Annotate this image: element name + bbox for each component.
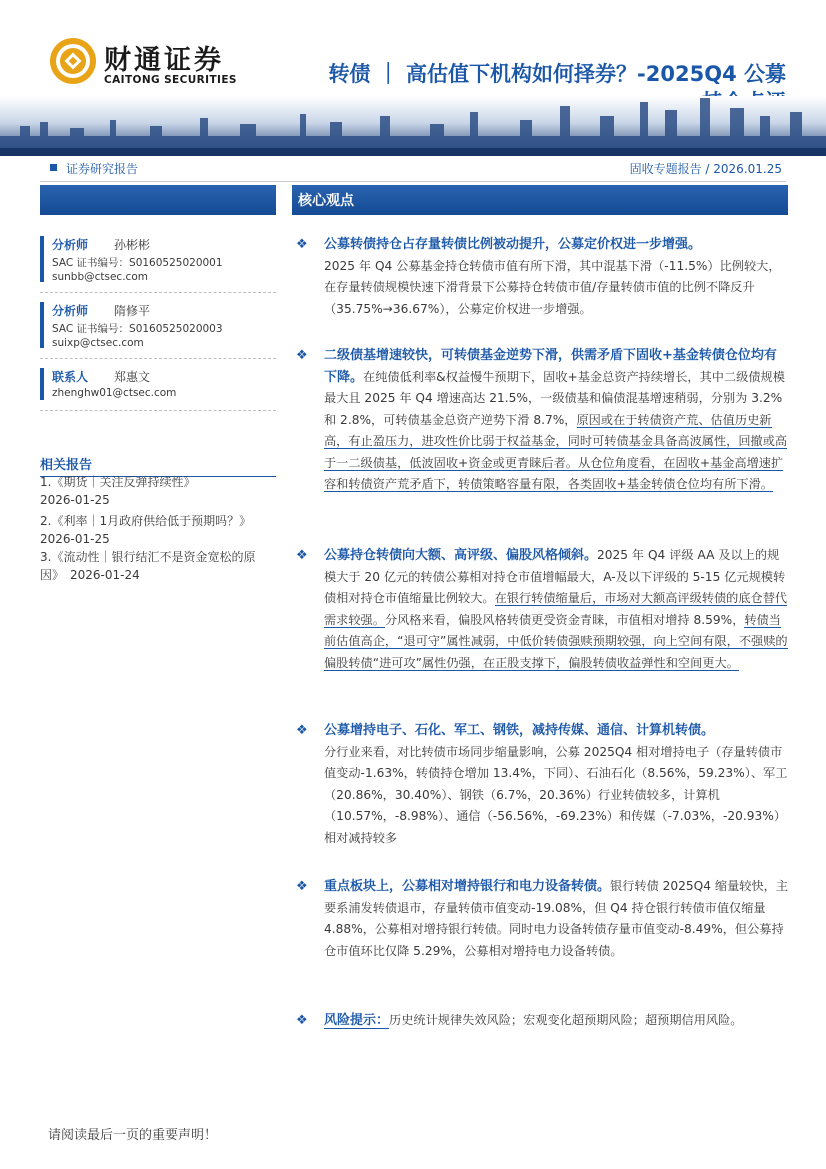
key-point-body: 在纯债低利率&权益慢牛预期下，固收+基金总资产持续增长，其中二级债规模最大且 2025 年 Q4 增速高达 21.5%，一级债基和偏债混基增速稍弱，分别为 3.2%和 2.8%，可转债基金总资产逆势下滑 8.7%， (324, 369, 785, 427)
analyst-role: 分析师 (52, 304, 89, 318)
diamond-bullet-icon: ❖ (296, 237, 308, 252)
analyst-email[interactable]: sunbb@ctsec.com (52, 271, 148, 283)
diamond-bullet-icon: ❖ (296, 879, 308, 894)
report-type: 证券研究报告 (66, 162, 139, 176)
related-report-item[interactable] (40, 512, 276, 548)
related-reports-title: 相关报告 (40, 454, 276, 477)
key-point-text (324, 234, 788, 320)
key-point-body: 2025 年 Q4 评级 AA 及以上的规模大于 20 亿元的转债公募相对持仓市值增幅最大，A-及以下评级的 5-15 亿元规模转债相对持仓市值缩量比例较大。 (324, 548, 786, 605)
key-point-heading: 公募增持电子、石化、军工、钢铁，减持传媒、通信、计算机转债。 (324, 723, 715, 738)
company-logo (48, 36, 248, 92)
analyst-role: 分析师 (52, 238, 89, 252)
key-point-text (324, 1010, 788, 1032)
key-point-text (324, 545, 788, 674)
logo-english-name: CAITONG SECURITIES (104, 74, 237, 86)
analyst-cert: SAC 证书编号：S0160525020003 (52, 323, 223, 335)
divider (40, 358, 276, 359)
related-report-date: 2026-01-25 (40, 532, 110, 546)
key-point-text (324, 720, 788, 849)
square-bullet-icon (50, 164, 57, 171)
related-report-title: 2.《利率｜1月政府供给低于预期吗？》 (40, 514, 252, 528)
key-point-text (324, 876, 788, 962)
core-views-header (292, 185, 788, 215)
related-report-date: 因》 2026-01-24 (40, 568, 140, 582)
divider (40, 292, 276, 293)
risk-heading: 风险提示： (324, 1013, 390, 1028)
report-title-line1: 转债 ｜ 高估值下机构如何择券？-2025Q4 公募 (328, 62, 786, 86)
related-report-date: 2026-01-25 (40, 493, 110, 507)
diamond-bullet-icon: ❖ (296, 548, 308, 563)
key-point-body: 分风格来看，偏股风格转债更受资金青睐，市值相对增持 8.59%， (384, 612, 745, 627)
accent-bar (40, 302, 44, 348)
contact-email[interactable]: zhenghw01@ctsec.com (52, 387, 177, 399)
diamond-bullet-icon: ❖ (296, 348, 308, 363)
key-point-underlined: 在银行转债缩量后，市场对大额高评级转债的底仓替代需求较强。 (324, 591, 788, 627)
analyst-cert: SAC 证书编号：S0160525020001 (52, 257, 223, 269)
diamond-bullet-icon: ❖ (296, 723, 308, 738)
contact-name: 郑惠文 (114, 370, 151, 384)
related-report-title: 3.《流动性｜银行结汇不是资金宽松的原 (40, 550, 256, 564)
key-point-body: 银行转债 2025Q4 缩量较快，主要系浦发转债退市，存量转债市值变动-19.08%，但 Q4 持仓银行转债市值仅缩量 4.88%，公募相对增持银行转债。同时电力设备转债存量市值变动-8.49%，但公募持仓市值环比仅降 5.29%，公募相对增持电力设备转债。 (324, 879, 789, 958)
key-point-underlined: 原因或在于转债资产荒、估值历史新高，有止盈压力，进攻性价比弱于权益基金，同时可转债基金具备高波属性，回撤或高于一二级债基，低波固收+资金或更青睐后者。从仓位角度看，在固收+基金高增速扩容和转债资产荒矛盾下，转债策略容量有限，各类固收+基金转债仓位均有所下滑。 (324, 412, 788, 491)
accent-bar (40, 236, 44, 282)
left-column-header-bar (40, 185, 276, 215)
city-skyline-banner (0, 96, 826, 156)
key-point-text (324, 345, 788, 496)
key-point-heading: 重点板块上，公募相对增持银行和电力设备转债。 (324, 879, 611, 894)
key-point-underlined: 转债当前估值高企，“退可守”属性减弱，中低价转债强赎预期较强，向上空间有限，不强赎的偏股转债“进可攻”属性仍强，在正股支撑下，偏股转债收益弹性和空间更大。 (324, 612, 788, 670)
analyst-name: 隋修平 (114, 304, 151, 318)
key-point-body: 2025 年 Q4 公募基金持仓转债市值有所下滑，其中混基下滑（-11.5%）比例较大，在存量转债规模快速下滑背景下公募持仓转债市值/存量转债市值的比例不降反升（35.75%→36.67%），公募定价权进一步增强。 (324, 258, 781, 316)
diamond-bullet-icon: ❖ (296, 1013, 308, 1028)
key-point-heading: 二级债基增速较快，可转债基金逆势下滑，供需矛盾下固收+基金转债仓位均有下降。 (324, 348, 777, 385)
caitong-emblem-icon (48, 36, 98, 86)
analyst-email[interactable]: suixp@ctsec.com (52, 337, 144, 349)
key-point-heading: 公募持仓转债向大额、高评级、偏股风格倾斜。 (324, 548, 598, 563)
sub-header (40, 158, 786, 182)
report-category-date: 固收专题报告 / 2026.01.25 (629, 162, 782, 176)
risk-body: 历史统计规律失效风险；宏观变化超预期风险；超预期信用风险。 (389, 1013, 743, 1027)
related-report-title: 1.《期货｜关注反弹持续性》 (40, 475, 196, 489)
key-point-body: 分行业来看，对比转债市场同步缩量影响，公募 2025Q4 相对增持电子（存量转债市值变动-1.63%，转债持仓增加 13.4%，下同）、石油石化（8.56%，59.23%）、军工（20.86%，30.40%）、钢铁（6.7%，20.36%）行业转债较多，计算机（10.57%，-8.98%）、通信（-56.56%，-69.23%）和传媒（-7.03%，-20.93%）相对减持较多 (324, 744, 788, 845)
related-report-item[interactable] (40, 473, 276, 509)
divider (40, 410, 276, 411)
related-report-item[interactable] (40, 548, 276, 584)
analyst-name: 孙彬彬 (114, 238, 151, 252)
contact-role: 联系人 (52, 370, 89, 384)
logo-chinese-name: 财通证券 (104, 45, 224, 76)
key-point-heading: 公募转债持仓占存量转债比例被动提升，公募定价权进一步增强。 (324, 237, 702, 252)
report-header (0, 0, 826, 155)
core-views-title: 核心观点 (298, 193, 354, 209)
disclaimer-notice: 请阅读最后一页的重要声明！ (48, 1128, 218, 1143)
accent-bar (40, 368, 44, 400)
